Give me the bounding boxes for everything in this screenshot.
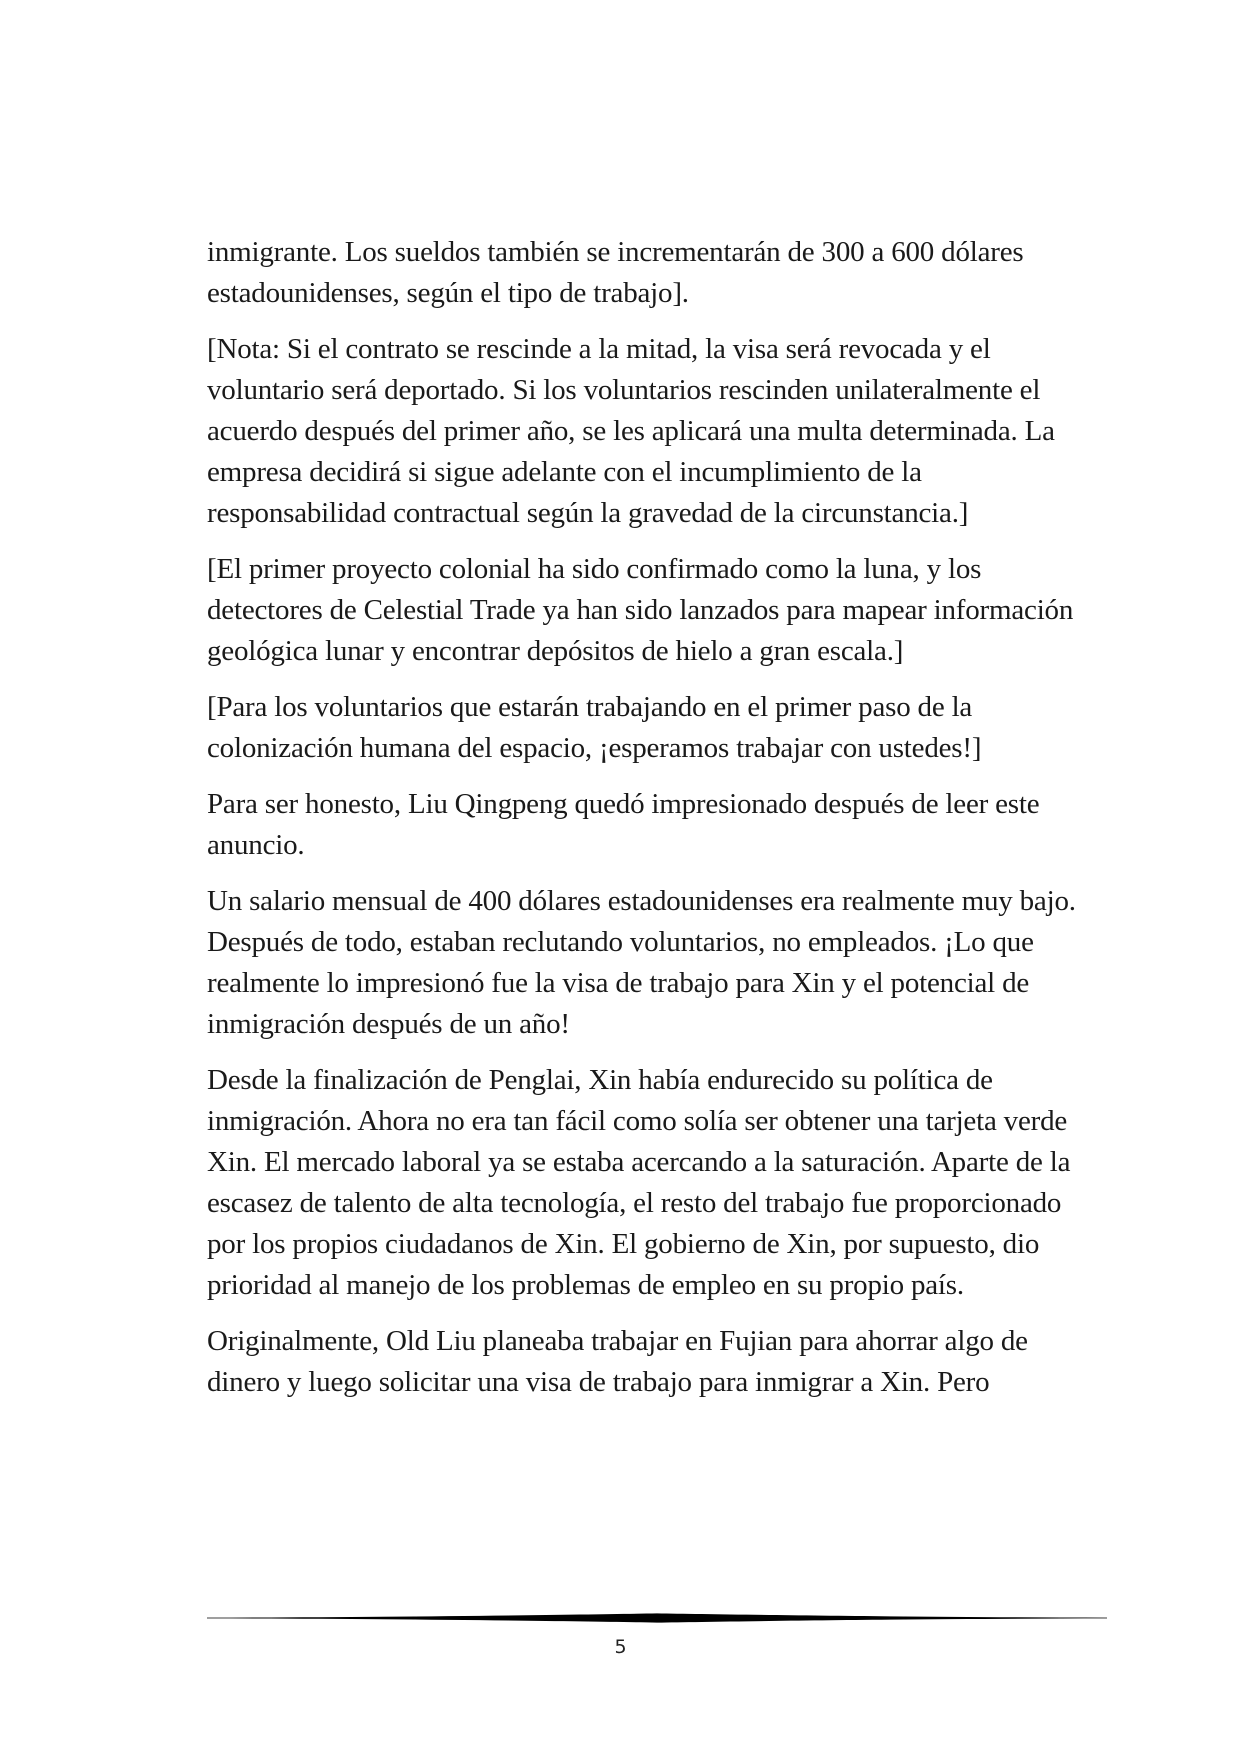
page-body (207, 232, 1087, 1418)
footer-rule-swash (207, 1613, 1107, 1622)
paragraph-3: [El primer proyecto colonial ha sido confirmado como la luna, y los detectores de Celestial Trade ya han sido lanzados para mapear información geológica lunar y encontrar depósitos de hielo a gran escala.] (207, 553, 1074, 667)
paragraph-8: Originalmente, Old Liu planeaba trabajar en Fujian para ahorrar algo de dinero y luego solicitar una visa de trabajo para inmigrar a Xin. Pero (207, 1325, 1028, 1398)
paragraph-1: inmigrante. Los sueldos también se incrementarán de 300 a 600 dólares estadounidenses, según el tipo de trabajo]. (207, 236, 1024, 309)
paragraph-7: Desde la finalización de Penglai, Xin había endurecido su política de inmigración. Ahora no era tan fácil como solía ser obtener una tarjeta verde Xin. El mercado laboral ya se estaba acercando a la saturación. Aparte de la escasez de talento de alta tecnología, el resto del trabajo fue proporcionado por los propios ciudadanos de Xin. El gobierno de Xin, por supuesto, dio prioridad al manejo de los problemas de empleo en su propio país. (207, 1064, 1071, 1301)
paragraph-5: Para ser honesto, Liu Qingpeng quedó impresionado después de leer este anuncio. (207, 788, 1040, 861)
paragraph-4: [Para los voluntarios que estarán trabajando en el primer paso de la colonización humana del espacio, ¡esperamos trabajar con ustedes!] (207, 691, 982, 764)
footer-rule (207, 1611, 1107, 1625)
paragraph-2: [Nota: Si el contrato se rescinde a la mitad, la visa será revocada y el voluntario será deportado. Si los voluntarios rescinden unilateralmente el acuerdo después del primer año, se les aplicará una multa determinada. La empresa decidirá si sigue adelante con el incumplimiento de la responsabilidad contractual según la gravedad de la circunstancia.] (207, 333, 1055, 529)
paragraph-6: Un salario mensual de 400 dólares estadounidenses era realmente muy bajo. Después de todo, estaban reclutando voluntarios, no empleados. ¡Lo que realmente lo impresionó fue la visa de trabajo para Xin y el potencial de inmigración después de un año! (207, 885, 1076, 1040)
page-number: 5 (614, 1636, 627, 1658)
